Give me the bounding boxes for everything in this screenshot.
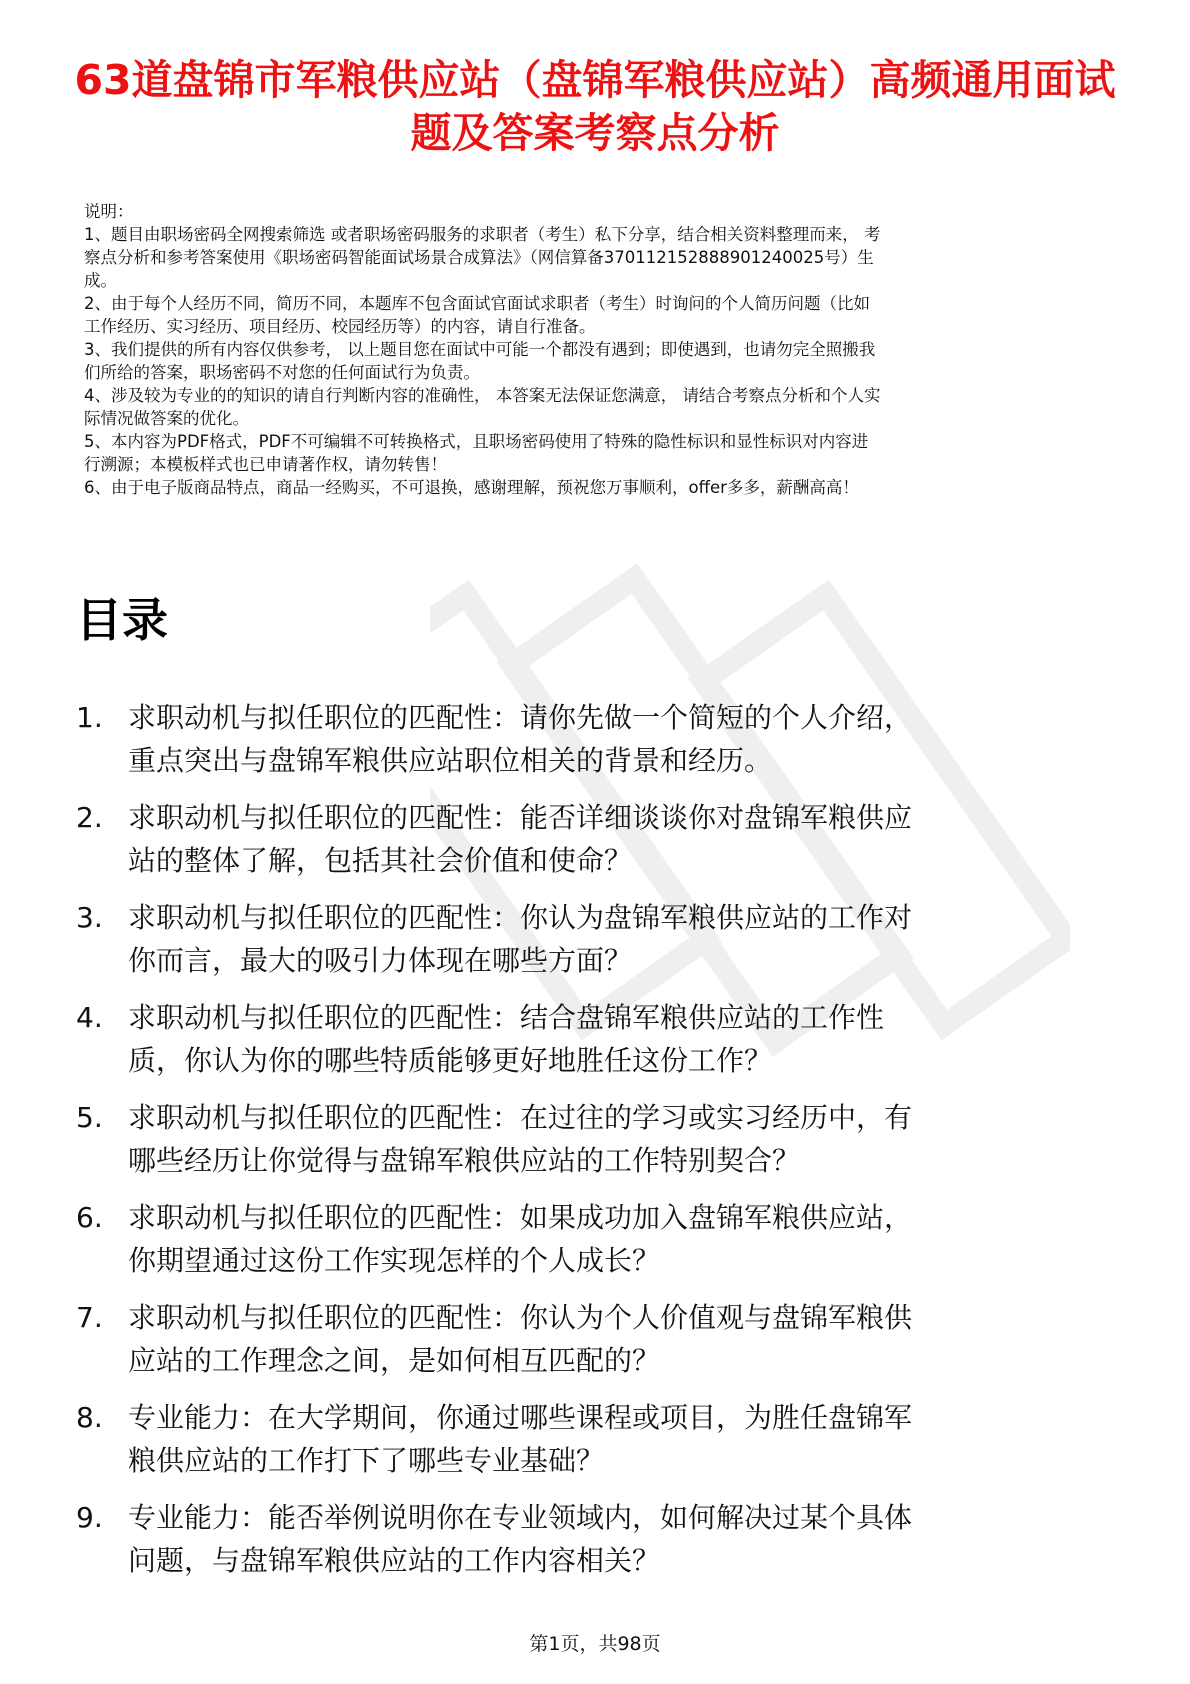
- toc-item-line: 问题，与盘锦军粮供应站的工作内容相关？: [128, 1544, 661, 1577]
- page-footer: 第1页，共98页: [529, 1633, 661, 1655]
- notes-line: 1、题目由职场密码全网搜索筛选 或者职场密码服务的求职者（考生）私下分享，结合相关资料整理而来， 考: [84, 225, 881, 244]
- toc-item[interactable]: [70, 1096, 1120, 1182]
- toc-item-line: 你期望通过这份工作实现怎样的个人成长？: [128, 1244, 661, 1277]
- notes-line: 5、本内容为PDF格式，PDF不可编辑不可转换格式，且职场密码使用了特殊的隐性标识和显性标识对内容进: [84, 432, 869, 451]
- notes-line: 6、由于电子版商品特点，商品一经购买，不可退换，感谢理解，预祝您万事顺利，offer多多，薪酬高高！: [84, 478, 859, 497]
- toc-item-line: 哪些经历让你觉得与盘锦军粮供应站的工作特别契合？: [128, 1144, 801, 1177]
- notes-line: 4、涉及较为专业的的知识的请自行判断内容的准确性， 本答案无法保证您满意， 请结合考察点分析和个人实: [84, 386, 881, 405]
- toc-item[interactable]: [70, 996, 1120, 1082]
- toc-item[interactable]: [70, 896, 1120, 982]
- toc-item-number: 8.: [76, 1401, 103, 1434]
- toc-item-line: 求职动机与拟任职位的匹配性：在过往的学习或实习经历中，有: [128, 1101, 913, 1134]
- toc-item-number: 5.: [76, 1101, 103, 1134]
- document-title: 63道盘锦市军粮供应站（盘锦军粮供应站）高频通用面试题及答案考察点分析: [74, 56, 1116, 157]
- toc-item-number: 4.: [76, 1001, 103, 1034]
- toc-item[interactable]: [70, 1496, 1120, 1582]
- toc-item-line: 求职动机与拟任职位的匹配性：结合盘锦军粮供应站的工作性: [128, 1001, 885, 1034]
- notes-line: 们所给的答案，职场密码不对您的任何面试行为负责。: [84, 363, 480, 382]
- notes-line: 际情况做答案的优化。: [84, 409, 249, 428]
- toc-item-line: 站的整体了解，包括其社会价值和使命？: [128, 844, 633, 877]
- notes-line: 察点分析和参考答案使用《职场密码智能面试场景合成算法》（网信算备370112152888901240025号）生: [84, 248, 874, 267]
- toc-item-line: 质，你认为你的哪些特质能够更好地胜任这份工作？: [128, 1044, 773, 1077]
- toc-item-line: 求职动机与拟任职位的匹配性：你认为盘锦军粮供应站的工作对: [128, 901, 913, 934]
- notes-heading: 说明：: [84, 202, 134, 221]
- toc-item[interactable]: [70, 796, 1120, 882]
- toc-item-number: 9.: [76, 1501, 103, 1534]
- toc-item-number: 3.: [76, 901, 103, 934]
- toc-item[interactable]: [70, 1196, 1120, 1282]
- toc-item-line: 求职动机与拟任职位的匹配性：请你先做一个简短的个人介绍，: [128, 701, 913, 734]
- toc-item-number: 6.: [76, 1201, 103, 1234]
- notes-line: 3、我们提供的所有内容仅供参考， 以上题目您在面试中可能一个都没有遇到；即使遇到，也请勿完全照搬我: [84, 340, 876, 359]
- toc-item-line: 专业能力：在大学期间，你通过哪些课程或项目，为胜任盘锦军: [128, 1401, 913, 1434]
- toc-item-line: 专业能力：能否举例说明你在专业领域内，如何解决过某个具体: [128, 1501, 913, 1534]
- toc-item-line: 求职动机与拟任职位的匹配性：你认为个人价值观与盘锦军粮供: [128, 1301, 913, 1334]
- notes-line: 成。: [84, 271, 117, 290]
- notes-line: 2、由于每个人经历不同，简历不同，本题库不包含面试官面试求职者（考生）时询问的个人简历问题（比如: [84, 294, 870, 313]
- notes-line: 行溯源；本模板样式也已申请著作权，请勿转售！: [84, 455, 447, 474]
- disclaimer-notes: [84, 200, 1124, 499]
- toc-item-line: 求职动机与拟任职位的匹配性：如果成功加入盘锦军粮供应站，: [128, 1201, 913, 1234]
- toc-item-line: 你而言，最大的吸引力体现在哪些方面？: [128, 944, 633, 977]
- toc-item[interactable]: [70, 696, 1120, 782]
- toc-item[interactable]: [70, 1296, 1120, 1382]
- toc-item-number: 2.: [76, 801, 103, 834]
- toc-list: [70, 696, 1120, 1596]
- toc-item-line: 求职动机与拟任职位的匹配性：能否详细谈谈你对盘锦军粮供应: [128, 801, 913, 834]
- toc-item-line: 应站的工作理念之间，是如何相互匹配的？: [128, 1344, 661, 1377]
- toc-item-number: 1.: [76, 701, 103, 734]
- toc-heading: 目录: [76, 593, 168, 647]
- notes-line: 工作经历、实习经历、项目经历、校园经历等）的内容，请自行准备。: [84, 317, 596, 336]
- toc-item-number: 7.: [76, 1301, 103, 1334]
- toc-item-line: 重点突出与盘锦军粮供应站职位相关的背景和经历。: [128, 744, 773, 777]
- toc-item-line: 粮供应站的工作打下了哪些专业基础？: [128, 1444, 605, 1477]
- toc-item[interactable]: [70, 1396, 1120, 1482]
